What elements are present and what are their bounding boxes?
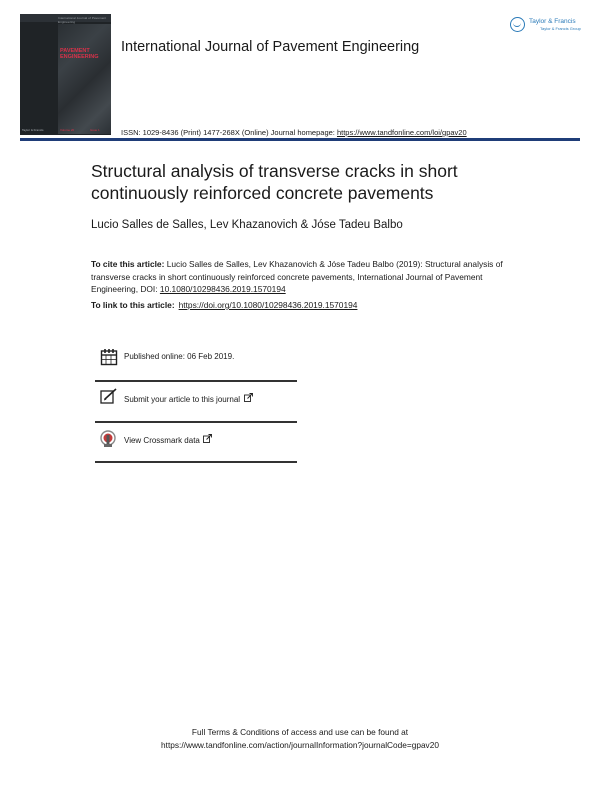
journal-information-url[interactable]: https://www.tandfonline.com/action/journalInformation?journalCode=gpav20	[161, 739, 439, 750]
article-authors: Lucio Salles de Salles, Lev Khazanovich & Jóse Tadeu Balbo	[91, 219, 403, 231]
publisher-group: Taylor & Francis Group	[540, 26, 581, 31]
publisher-name: Taylor & Francis	[529, 18, 576, 25]
page-footer	[0, 726, 600, 751]
header-rule	[20, 138, 580, 141]
published-online-date: Published online: 06 Feb 2019.	[124, 352, 235, 361]
edit-pencil-icon	[100, 388, 118, 409]
cover-title	[60, 48, 99, 60]
citation-text: Lucio Salles de Salles, Lev Khazanovich & Jóse Tadeu Balbo (2019): Structural analysis of transverse cracks in short continuously reinforced concrete pavements, International Journal of Pavement Engineering, DOI:	[91, 259, 503, 294]
article-link-label: To link to this article:	[91, 300, 175, 310]
info-box-divider	[95, 461, 297, 463]
info-box-divider	[95, 421, 297, 423]
journal-title: International Journal of Pavement Engineering	[121, 39, 420, 55]
citation-label: To cite this article:	[91, 259, 165, 269]
cover-strip-text: International Journal of Pavement Engineering	[58, 16, 107, 24]
journal-cover-image	[20, 14, 111, 135]
cover-publisher: Taylor & Francis	[22, 128, 44, 132]
external-link-icon	[244, 393, 253, 402]
submit-article-link[interactable]	[124, 393, 253, 404]
issn-line	[121, 128, 467, 137]
view-crossmark-link[interactable]	[124, 434, 212, 445]
article-title: Structural analysis of transverse cracks in short continuously reinforced concrete pavements	[91, 161, 458, 203]
calendar-icon	[100, 348, 118, 371]
cover-artwork	[58, 24, 111, 134]
cover-issue: Issue 1	[90, 128, 100, 132]
taylor-francis-logo-icon	[510, 17, 525, 32]
cover-title-line2: ENGINEERING	[60, 54, 99, 60]
crossmark-text: View Crossmark data	[124, 436, 200, 445]
external-link-icon	[203, 434, 212, 443]
terms-text: Full Terms & Conditions of access and use can be found at	[191, 727, 409, 737]
publisher-logo[interactable]	[510, 16, 582, 36]
info-box-divider	[95, 380, 297, 382]
submit-article-text: Submit your article to this journal	[124, 395, 241, 404]
article-link-line	[91, 300, 357, 310]
cover-title-line1: PAVEMENT	[60, 48, 90, 54]
article-doi-url-link[interactable]: https://doi.org/10.1080/10298436.2019.1570194	[178, 300, 358, 310]
citation-block	[91, 258, 511, 296]
issn-text: ISSN: 1029-8436 (Print) 1477-268X (Online) Journal homepage:	[121, 128, 337, 137]
crossmark-icon	[100, 430, 116, 453]
journal-homepage-link[interactable]: https://www.tandfonline.com/loi/gpav20	[336, 128, 467, 137]
citation-doi-link[interactable]: 10.1080/10298436.2019.1570194	[159, 284, 286, 294]
cover-volume: Volume 20	[60, 128, 75, 132]
